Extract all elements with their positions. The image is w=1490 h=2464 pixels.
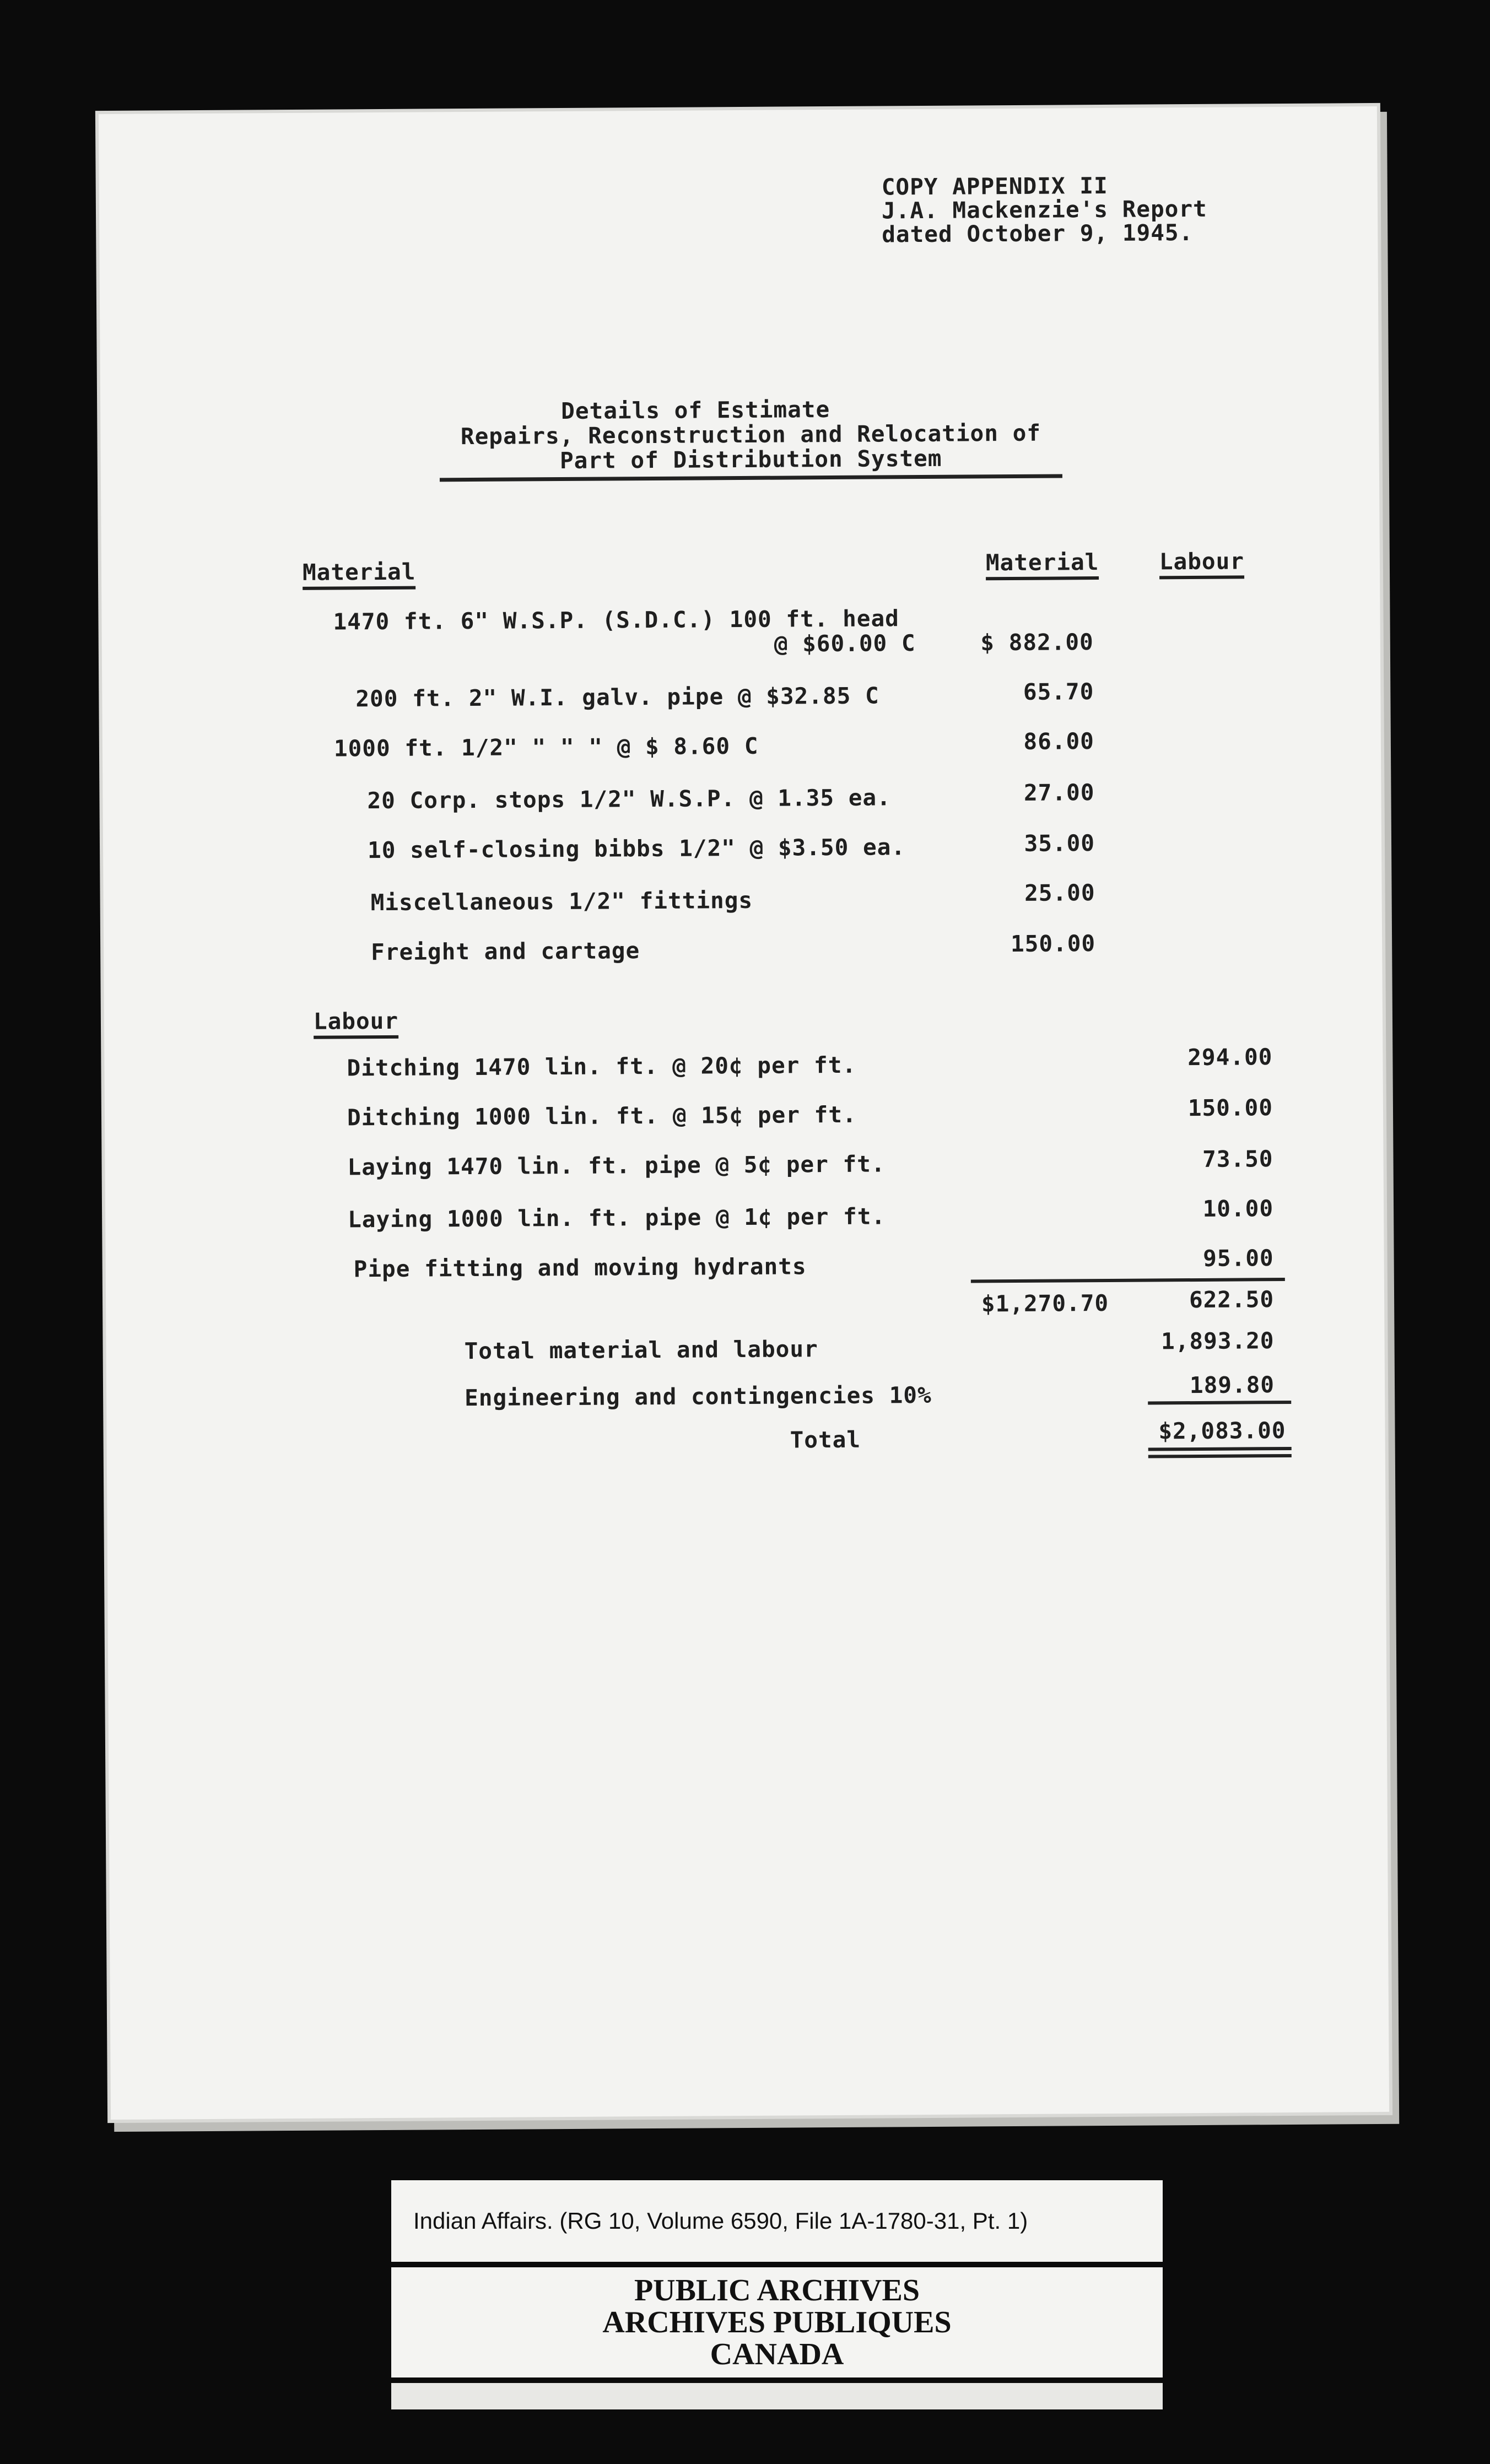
material-item-desc: 20 Corp. stops 1/2" W.S.P. @ 1.35 ea.: [367, 784, 891, 814]
engineering-label: Engineering and contingencies 10%: [465, 1381, 932, 1412]
report-reference: J.A. Mackenzie's Report: [881, 195, 1207, 224]
document-page: [99, 106, 1389, 2120]
total-material-labour-value: 1,893.20: [1160, 1327, 1275, 1355]
labour-item-amount: 73.50: [1202, 1145, 1273, 1172]
grand-total-double-rule-2: [1148, 1454, 1292, 1458]
labour-item-amount: 150.00: [1187, 1094, 1273, 1122]
subtotal-material: $1,270.70: [981, 1289, 1109, 1317]
total-material-labour-label: Total material and labour: [464, 1336, 818, 1365]
section-heading-material: Material: [303, 559, 416, 590]
report-date: dated October 9, 1945.: [882, 219, 1194, 248]
material-item-amount: 65.70: [1023, 678, 1094, 705]
material-item-desc: 1470 ft. 6" W.S.P. (S.D.C.) 100 ft. head: [333, 605, 900, 635]
labour-item-amount: 294.00: [1187, 1044, 1273, 1071]
material-item-amount: $ 882.00: [980, 629, 1094, 656]
public-archives-stamp: [391, 2267, 1163, 2377]
subtotal-labour: 622.50: [1189, 1286, 1275, 1314]
labour-item-desc: Ditching 1000 lin. ft. @ 15¢ per ft.: [347, 1101, 857, 1131]
labour-item-desc: Pipe fitting and moving hydrants: [353, 1253, 807, 1283]
material-item-amount: 86.00: [1023, 728, 1095, 755]
title-line-2: Repairs, Reconstruction and Relocation of: [460, 419, 1041, 450]
archive-reference-text: Indian Affairs. (RG 10, Volume 6590, File 1A-1780-31, Pt. 1): [413, 2208, 1028, 2234]
material-item-desc: 1000 ft. 1/2" " " " @ $ 8.60 C: [333, 732, 759, 762]
material-item-amount: 27.00: [1023, 779, 1095, 806]
material-item-desc: 10 self-closing bibbs 1/2" @ $3.50 ea.: [367, 834, 906, 864]
label-strip: [391, 2383, 1163, 2409]
archive-name-en: PUBLIC ARCHIVES: [634, 2273, 920, 2308]
material-item-desc-cont: @ $60.00 C: [774, 630, 916, 657]
labour-item-amount: 10.00: [1202, 1195, 1274, 1222]
title-line-3: Part of Distribution System: [559, 445, 942, 474]
material-item-desc: 200 ft. 2" W.I. galv. pipe @ $32.85 C: [355, 682, 879, 712]
archive-name-fr: ARCHIVES PUBLIQUES: [602, 2305, 952, 2339]
labour-item-desc: Laying 1000 lin. ft. pipe @ 1¢ per ft.: [348, 1203, 886, 1233]
column-header-material: Material: [986, 549, 1099, 580]
title-line-1: Details of Estimate: [561, 396, 830, 425]
archive-reference-label: [391, 2180, 1163, 2262]
title-underline: [440, 474, 1062, 482]
labour-item-desc: Laying 1470 lin. ft. pipe @ 5¢ per ft.: [347, 1150, 886, 1181]
section-heading-labour: Labour: [314, 1008, 398, 1039]
labour-item-desc: Ditching 1470 lin. ft. @ 20¢ per ft.: [347, 1051, 857, 1082]
material-item-desc: Freight and cartage: [371, 937, 640, 966]
grand-total-double-rule-1: [1148, 1447, 1292, 1451]
material-item-amount: 150.00: [1010, 930, 1096, 958]
subtotal-rule: [971, 1278, 1285, 1283]
labour-item-amount: 95.00: [1203, 1245, 1274, 1272]
grand-total-label: Total: [790, 1426, 861, 1453]
material-item-amount: 35.00: [1024, 830, 1095, 857]
material-item-amount: 25.00: [1024, 879, 1095, 906]
engineering-value: 189.80: [1189, 1371, 1275, 1399]
grand-total-value: $2,083.00: [1158, 1417, 1286, 1445]
material-item-desc: Miscellaneous 1/2" fittings: [370, 887, 753, 916]
appendix-label: COPY APPENDIX II: [881, 172, 1108, 201]
engineering-rule: [1148, 1401, 1291, 1405]
column-header-labour: Labour: [1159, 548, 1244, 579]
archive-country: CANADA: [710, 2337, 844, 2371]
